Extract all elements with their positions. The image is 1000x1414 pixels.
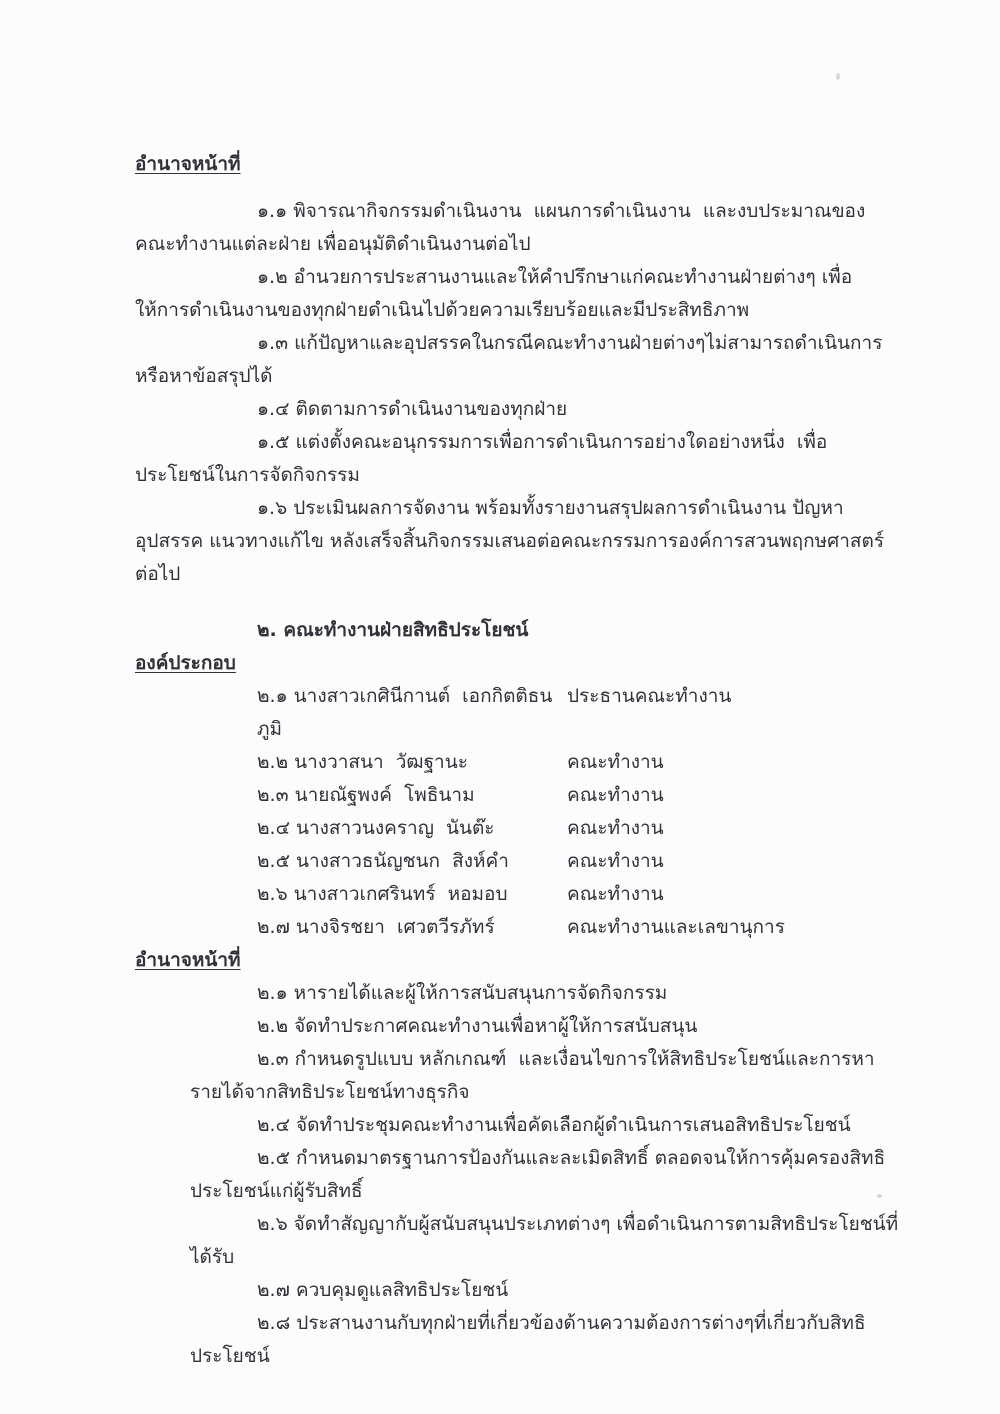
member-number: ๒.๖ bbox=[257, 883, 288, 905]
member-role: คณะทำงานและเลขานุการ bbox=[567, 916, 785, 938]
item-number: ๑.๕ bbox=[257, 431, 290, 453]
item-text: อำนวยการประสานงานและให้คำปรึกษาแก่คณะทำงานฝ่ายต่างๆ เพื่อให้การดำเนินงานของทุกฝ่ายดำเนินไปด้วยความเรียบร้อยและมีประสิทธิภาพ bbox=[135, 266, 853, 321]
member-name bbox=[257, 911, 567, 944]
member-name bbox=[257, 779, 567, 812]
duty-item bbox=[135, 327, 905, 393]
member-role: คณะทำงาน bbox=[567, 883, 664, 905]
member-number: ๒.๑ bbox=[257, 685, 288, 707]
member-name bbox=[257, 878, 567, 911]
item-number: ๒.๗ bbox=[257, 1279, 290, 1301]
item-text: กำหนดมาตรฐานการป้องกันและละเมิดสิทธิ์ ตลอดจนให้การคุ้มครองสิทธิประโยชน์แก่ผู้รับสิทธิ์ bbox=[190, 1147, 886, 1202]
item-number: ๑.๑ bbox=[257, 200, 288, 222]
item-number: ๒.๓ bbox=[257, 1048, 289, 1070]
item-number: ๑.๔ bbox=[257, 398, 290, 420]
member-number: ๒.๕ bbox=[257, 850, 290, 872]
member-role: ประธานคณะทำงาน bbox=[567, 685, 732, 707]
member-name bbox=[257, 680, 567, 746]
duty-item bbox=[135, 261, 905, 327]
duty-item bbox=[135, 1274, 905, 1307]
member-row bbox=[135, 845, 905, 878]
item-text: พิจารณากิจกรรมดำเนินงาน แผนการดำเนินงาน และงบประมาณของคณะทำงานแต่ละฝ่าย เพื่ออนุมัติดำเนินงานต่อไป bbox=[135, 200, 866, 255]
section2-composition-heading-row bbox=[135, 647, 905, 680]
member-number: ๒.๗ bbox=[257, 916, 290, 938]
duty-item bbox=[135, 195, 905, 261]
item-text: แต่งตั้งคณะอนุกรรมการเพื่อการดำเนินการอย่างใดอย่างหนึ่ง เพื่อประโยชน์ในการจัดกิจกรรม bbox=[135, 431, 828, 486]
duty-item bbox=[135, 1109, 905, 1142]
section2-duties-heading-row bbox=[135, 944, 905, 977]
member-row bbox=[135, 779, 905, 812]
section2 bbox=[135, 614, 905, 1373]
item-text: กำหนดรูปแบบ หลักเกณฑ์ และเงื่อนไขการให้สิทธิประโยชน์และการหารายได้จากสิทธิประโยชน์ทางธุรกิจ bbox=[190, 1048, 875, 1103]
item-number: ๒.๕ bbox=[257, 1147, 290, 1169]
item-number: ๒.๒ bbox=[257, 1015, 289, 1037]
item-number: ๑.๓ bbox=[257, 332, 289, 354]
member-number: ๒.๒ bbox=[257, 751, 289, 773]
member-row bbox=[135, 878, 905, 911]
member-fullname: นางสาวธนัญชนก สิงห์คำ bbox=[296, 850, 509, 872]
member-row bbox=[135, 680, 905, 746]
item-number: ๒.๑ bbox=[257, 982, 288, 1004]
member-name bbox=[257, 746, 567, 779]
duty-item bbox=[135, 426, 905, 492]
item-text: จัดทำประกาศคณะทำงานเพื่อหาผู้ให้การสนับสนุน bbox=[294, 1015, 698, 1037]
member-row bbox=[135, 812, 905, 845]
item-text: ประสานงานกับทุกฝ่ายที่เกี่ยวข้องด้านความต้องการต่างๆที่เกี่ยวกับสิทธิประโยชน์ bbox=[190, 1312, 866, 1367]
duty-item bbox=[135, 1208, 905, 1274]
member-role: คณะทำงาน bbox=[567, 784, 664, 806]
section2-composition-heading: องค์ประกอบ bbox=[135, 652, 236, 674]
item-number: ๒.๖ bbox=[257, 1213, 288, 1235]
member-fullname: นางสาวนงคราญ นันต๊ะ bbox=[296, 817, 495, 839]
member-number: ๒.๔ bbox=[257, 817, 290, 839]
document-content bbox=[135, 148, 905, 1373]
duty-item bbox=[135, 393, 905, 426]
section2-title bbox=[135, 614, 905, 647]
member-row bbox=[135, 746, 905, 779]
scan-speck bbox=[836, 73, 840, 80]
section2-title-text: ๒. คณะทำงานฝ่ายสิทธิประโยชน์ bbox=[257, 619, 529, 641]
item-number: ๒.๘ bbox=[257, 1312, 291, 1334]
item-number: ๒.๔ bbox=[257, 1114, 290, 1136]
item-text: ประเมินผลการจัดงาน พร้อมทั้งรายงานสรุปผลการดำเนินงาน ปัญหา อุปสรรค แนวทางแก้ไข หลังเสร็จสิ้นกิจกรรมเสนอต่อคณะกรรมการองค์การสวนพฤกษศาสตร์ต่อไป bbox=[135, 497, 885, 585]
member-fullname: นางสาวเกศินีกานต์ เอกกิตติธนภูมิ bbox=[257, 685, 553, 740]
member-row bbox=[135, 911, 905, 944]
section1-duties-heading-row bbox=[135, 148, 905, 181]
item-number: ๑.๒ bbox=[257, 266, 288, 288]
member-role: คณะทำงาน bbox=[567, 817, 664, 839]
member-fullname: นางสาวเกศรินทร์ หอมอบ bbox=[293, 883, 508, 905]
member-role: คณะทำงาน bbox=[567, 751, 664, 773]
item-text: ควบคุมดูแลสิทธิประโยชน์ bbox=[295, 1279, 509, 1301]
duty-item bbox=[135, 1043, 905, 1109]
member-fullname: นางจิรชยา เศวตวีรภัทร์ bbox=[295, 916, 495, 938]
section2-duties-heading: อำนาจหน้าที่ bbox=[135, 949, 241, 971]
member-name bbox=[257, 845, 567, 878]
duty-item bbox=[135, 1142, 905, 1208]
member-role: คณะทำงาน bbox=[567, 850, 664, 872]
member-fullname: นางวาสนา วัฒฐานะ bbox=[294, 751, 468, 773]
member-name bbox=[257, 812, 567, 845]
item-text: จัดทำสัญญากับผู้สนับสนุนประเภทต่างๆ เพื่อดำเนินการตามสิทธิประโยชน์ที่ได้รับ bbox=[190, 1213, 899, 1268]
item-text: หารายได้และผู้ให้การสนับสนุนการจัดกิจกรรม bbox=[293, 982, 668, 1004]
member-number: ๒.๓ bbox=[257, 784, 289, 806]
duty-item bbox=[135, 1307, 905, 1373]
section1-duties-heading: อำนาจหน้าที่ bbox=[135, 153, 241, 175]
item-text: ติดตามการดำเนินงานของทุกฝ่าย bbox=[295, 398, 568, 420]
duty-item bbox=[135, 1010, 905, 1043]
item-number: ๑.๖ bbox=[257, 497, 288, 519]
item-text: จัดทำประชุมคณะทำงานเพื่อคัดเลือกผู้ดำเนินการเสนอสิทธิประโยชน์ bbox=[296, 1114, 851, 1136]
item-text: แก้ปัญหาและอุปสรรคในกรณีคณะทำงานฝ่ายต่างๆไม่สามารถดำเนินการหรือหาข้อสรุปได้ bbox=[135, 332, 883, 387]
member-fullname: นายณัฐพงค์ โพธินาม bbox=[294, 784, 475, 806]
duty-item bbox=[135, 492, 905, 591]
duty-item bbox=[135, 977, 905, 1010]
